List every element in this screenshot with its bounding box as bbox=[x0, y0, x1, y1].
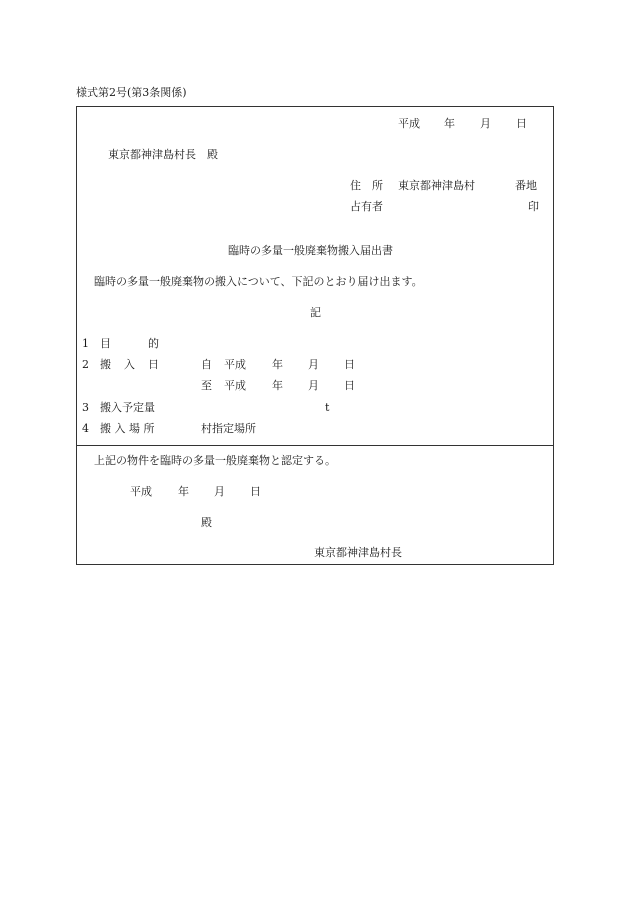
item2-to-day: 日 bbox=[344, 379, 355, 392]
item1-label-b: 的 bbox=[148, 337, 159, 350]
item4-number: 4 bbox=[82, 422, 89, 435]
item3-unit: t bbox=[325, 401, 330, 414]
form-label: 様式第2号(第3条関係) bbox=[76, 86, 187, 99]
item2-from-day: 日 bbox=[344, 358, 355, 371]
item2-to-year: 年 bbox=[272, 379, 283, 392]
address-suffix: 番地 bbox=[515, 179, 537, 192]
approval-recipient: 殿 bbox=[201, 516, 212, 529]
date-day: 日 bbox=[516, 117, 527, 130]
approval-date-year: 年 bbox=[178, 485, 189, 498]
item3-label: 搬入予定量 bbox=[100, 401, 155, 414]
section-divider bbox=[76, 445, 554, 446]
item2-number: 2 bbox=[82, 358, 89, 371]
item2-from-month: 月 bbox=[308, 358, 319, 371]
item2-label-c: 日 bbox=[148, 358, 159, 371]
item1-label-a: 目 bbox=[100, 337, 111, 350]
document-title: 臨時の多量一般廃棄物搬入届出書 bbox=[228, 244, 393, 257]
occupant-label: 占有者 bbox=[350, 200, 383, 213]
address-value: 東京都神津島村 bbox=[398, 179, 475, 192]
item2-to: 至 bbox=[201, 379, 212, 392]
address-label: 住 所 bbox=[350, 179, 383, 192]
approval-statement: 上記の物件を臨時の多量一般廃棄物と認定する。 bbox=[94, 454, 336, 467]
item1-number: 1 bbox=[82, 337, 89, 350]
date-year: 年 bbox=[444, 117, 455, 130]
approval-date-era: 平成 bbox=[130, 485, 152, 498]
item4-label: 搬 入 場 所 bbox=[100, 422, 155, 435]
item2-to-era: 平成 bbox=[224, 379, 246, 392]
item4-value: 村指定場所 bbox=[201, 422, 256, 435]
item3-number: 3 bbox=[82, 401, 89, 414]
item2-label-a: 搬 bbox=[100, 358, 111, 371]
intro-text: 臨時の多量一般廃棄物の搬入について、下記のとおり届け出ます。 bbox=[94, 275, 423, 288]
approval-issuer: 東京都神津島村長 bbox=[314, 546, 402, 559]
item2-from-era: 平成 bbox=[224, 358, 246, 371]
approval-date-day: 日 bbox=[250, 485, 261, 498]
date-era: 平成 bbox=[398, 117, 420, 130]
date-month: 月 bbox=[480, 117, 491, 130]
seal-mark: 印 bbox=[528, 200, 539, 213]
item2-from: 自 bbox=[201, 358, 212, 371]
item2-from-year: 年 bbox=[272, 358, 283, 371]
item2-to-month: 月 bbox=[308, 379, 319, 392]
item2-label-b: 入 bbox=[124, 358, 135, 371]
approval-date-month: 月 bbox=[214, 485, 225, 498]
ki-mark: 記 bbox=[310, 306, 321, 319]
addressee: 東京都神津島村長 殿 bbox=[108, 148, 218, 161]
